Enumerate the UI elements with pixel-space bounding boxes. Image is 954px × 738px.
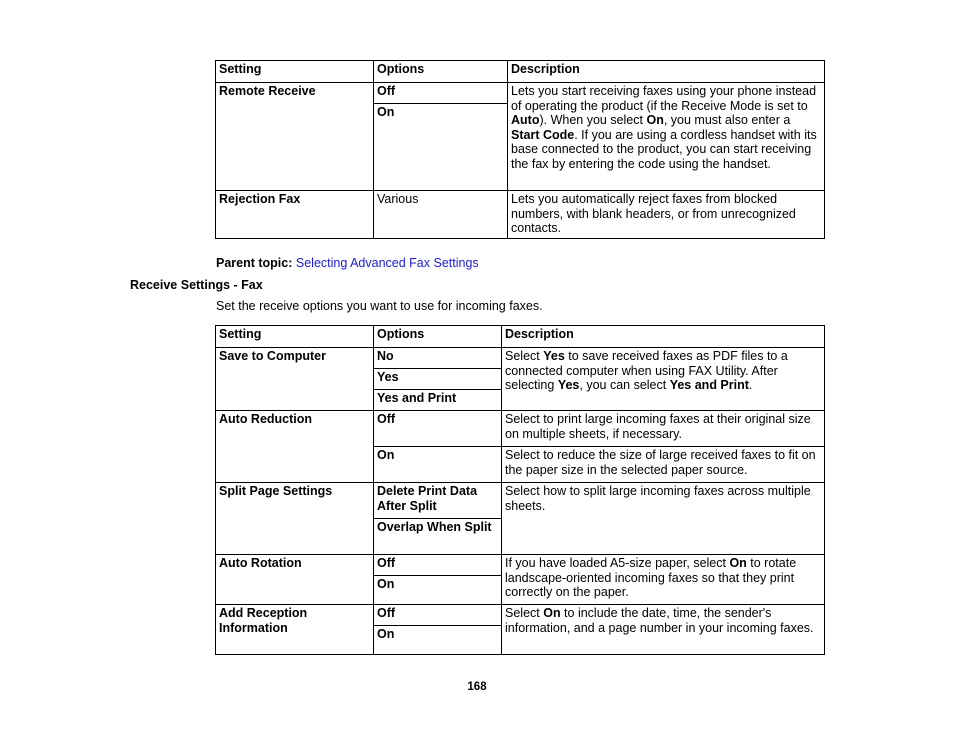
description-auto-reduction-off: Select to print large incoming faxes at their original size on multiple sheets, if necessary. xyxy=(502,411,825,447)
option-on: On xyxy=(374,447,502,483)
table-header-row xyxy=(216,326,825,348)
option-on: On xyxy=(374,576,502,605)
parent-topic xyxy=(216,256,479,270)
header-setting: Setting xyxy=(216,61,374,83)
option-off: Off xyxy=(374,605,502,626)
option-delete-print-data: Delete Print Data After Split xyxy=(374,483,502,519)
description-add-reception-info: Select On to include the date, time, the sender's information, and a page number in your incoming faxes. xyxy=(502,605,825,655)
table-row xyxy=(216,83,825,104)
description-auto-reduction-on: Select to reduce the size of large received faxes to fit on the paper size in the selected paper source. xyxy=(502,447,825,483)
table-row xyxy=(216,191,825,239)
header-options: Options xyxy=(374,326,502,348)
page-number: 168 xyxy=(467,681,487,693)
description-auto-rotation: If you have loaded A5-size paper, select On to rotate landscape-oriented incoming faxes so that they print correctly on the paper. xyxy=(502,555,825,605)
fax-settings-table-2 xyxy=(215,325,825,655)
table-row xyxy=(216,555,825,576)
table-row xyxy=(216,411,825,447)
description-split-page: Select how to split large incoming faxes across multiple sheets. xyxy=(502,483,825,555)
setting-add-reception-info: Add Reception Information xyxy=(216,605,374,655)
table-row xyxy=(216,483,825,519)
header-setting: Setting xyxy=(216,326,374,348)
setting-rejection-fax: Rejection Fax xyxy=(216,191,374,239)
option-yes-and-print: Yes and Print xyxy=(374,390,502,411)
fax-settings-table-1 xyxy=(215,60,825,239)
option-off: Off xyxy=(374,411,502,447)
setting-save-to-computer: Save to Computer xyxy=(216,348,374,411)
header-options: Options xyxy=(374,61,508,83)
setting-remote-receive: Remote Receive xyxy=(216,83,374,191)
description-remote-receive: Lets you start receiving faxes using your phone instead of operating the product (if the Receive Mode is set to Auto). When you select On, you must also enter a Start Code. If you are using a cordless handset with its base connected to the product, you can start receiving the fax by entering the code using the handset. xyxy=(508,83,825,191)
option-off: Off xyxy=(374,555,502,576)
table-row xyxy=(216,605,825,626)
setting-auto-reduction: Auto Reduction xyxy=(216,411,374,483)
description-rejection-fax: Lets you automatically reject faxes from blocked numbers, with blank headers, or from unrecognized contacts. xyxy=(508,191,825,239)
option-no: No xyxy=(374,348,502,369)
intro-text: Set the receive options you want to use for incoming faxes. xyxy=(216,299,543,313)
header-description: Description xyxy=(502,326,825,348)
setting-split-page: Split Page Settings xyxy=(216,483,374,555)
option-off: Off xyxy=(374,83,508,104)
section-heading: Receive Settings - Fax xyxy=(130,278,263,292)
table-row xyxy=(216,348,825,369)
option-overlap-when-split: Overlap When Split xyxy=(374,519,502,555)
parent-topic-label: Parent topic: xyxy=(216,256,293,270)
table-header-row xyxy=(216,61,825,83)
setting-auto-rotation: Auto Rotation xyxy=(216,555,374,605)
parent-topic-link[interactable]: Selecting Advanced Fax Settings xyxy=(295,256,479,270)
option-yes: Yes xyxy=(374,369,502,390)
description-save-to-computer: Select Yes to save received faxes as PDF files to a connected computer when using FAX Utility. After selecting Yes, you can select Yes and Print. xyxy=(502,348,825,411)
option-various: Various xyxy=(374,191,508,239)
option-on: On xyxy=(374,626,502,655)
header-description: Description xyxy=(508,61,825,83)
option-on: On xyxy=(374,104,508,191)
